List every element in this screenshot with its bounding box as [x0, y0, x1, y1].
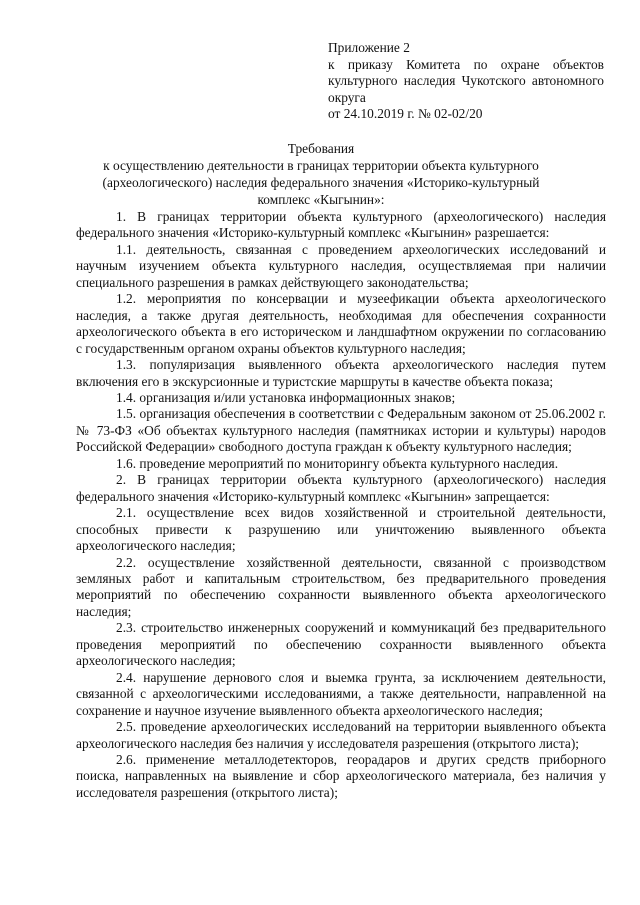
paragraph: 2. В границах территории объекта культурного (археологического) наследия федерального значения «Историко-культурный комплекс «Кыгынин» запрещается: — [76, 472, 606, 504]
appendix-header — [328, 40, 604, 123]
paragraph: 2.3. строительство инженерных сооружений и коммуникаций без предварительного проведения мероприятий по обеспечению сохранности выявленного объекта археологического наследия; — [76, 620, 606, 669]
paragraph: 1. В границах территории объекта культурного (археологического) наследия федерального значения «Историко-культурный комплекс «Кыгынин» разрешается: — [76, 209, 606, 241]
paragraph: 2.5. проведение археологических исследований на территории выявленного объекта археологического наследия без наличия у исследователя разрешения (открытого листа); — [76, 719, 606, 751]
document-title — [60, 140, 582, 208]
appendix-reference: к приказу Комитета по охране объектов культурного наследия Чукотского автономного округа — [328, 56, 604, 105]
paragraph: 1.5. организация обеспечения в соответствии с Федеральным законом от 25.06.2002 г. № 73-ФЗ «Об объектах культурного наследия (памятниках истории и культуры) народов Российской Федерации» свободного доступа граждан к объекту культурного наследия; — [76, 406, 606, 455]
title-subtitle: к осуществлению деятельности в границах территории объекта культурного (археологического) наследия федерального значения «Историко-культурный комплекс «Кыгынин»: — [102, 158, 540, 207]
paragraph: 2.4. нарушение дернового слоя и выемка грунта, за исключением деятельности, связанной с археологическими исследованиями, а также деятельности, направленной на сохранение и научное изучение выявленного объекта археологического наследия; — [76, 669, 606, 718]
paragraph: 1.1. деятельность, связанная с проведением археологических исследований и научным изучением объекта культурного наследия, осуществляемая при наличии специального разрешения в рамках действующего законодательства; — [76, 241, 606, 290]
title-heading: Требования — [287, 141, 355, 156]
document-body — [76, 209, 606, 801]
appendix-date: от 24.10.2019 г. № 02-02/20 — [328, 106, 483, 122]
paragraph: 1.4. организация и/или установка информационных знаков; — [116, 389, 456, 405]
paragraph: 1.6. проведение мероприятий по мониторингу объекта культурного наследия. — [116, 455, 559, 471]
paragraph: 2.6. применение металлодетекторов, георадаров и других средств приборного поиска, направленных на выявление и сбор археологического материала, без наличия у исследователя разрешения (открытого листа); — [76, 751, 606, 800]
paragraph: 1.2. мероприятия по консервации и музеефикации объекта археологического наследия, а также другая деятельность, необходимая для обеспечения сохранности археологического объекта в его историческом и ландшафтном окружении по согласованию с государственным органом охраны объектов культурного наследия; — [76, 291, 606, 356]
appendix-number: Приложение 2 — [328, 40, 410, 55]
paragraph: 1.3. популяризация выявленного объекта археологического наследия путем включения его в экскурсионные и туристские маршруты в качестве объекта показа; — [76, 357, 606, 389]
paragraph: 2.2. осуществление хозяйственной деятельности, связанной с производством земляных работ и капитальным строительством, без предварительного проведения мероприятий по обеспечению сохранности выявленного объекта археологического наследия; — [76, 554, 606, 619]
paragraph: 2.1. осуществление всех видов хозяйственной и строительной деятельности, способных привести к разрушению или уничтожению выявленного объекта археологического наследия; — [76, 505, 606, 554]
